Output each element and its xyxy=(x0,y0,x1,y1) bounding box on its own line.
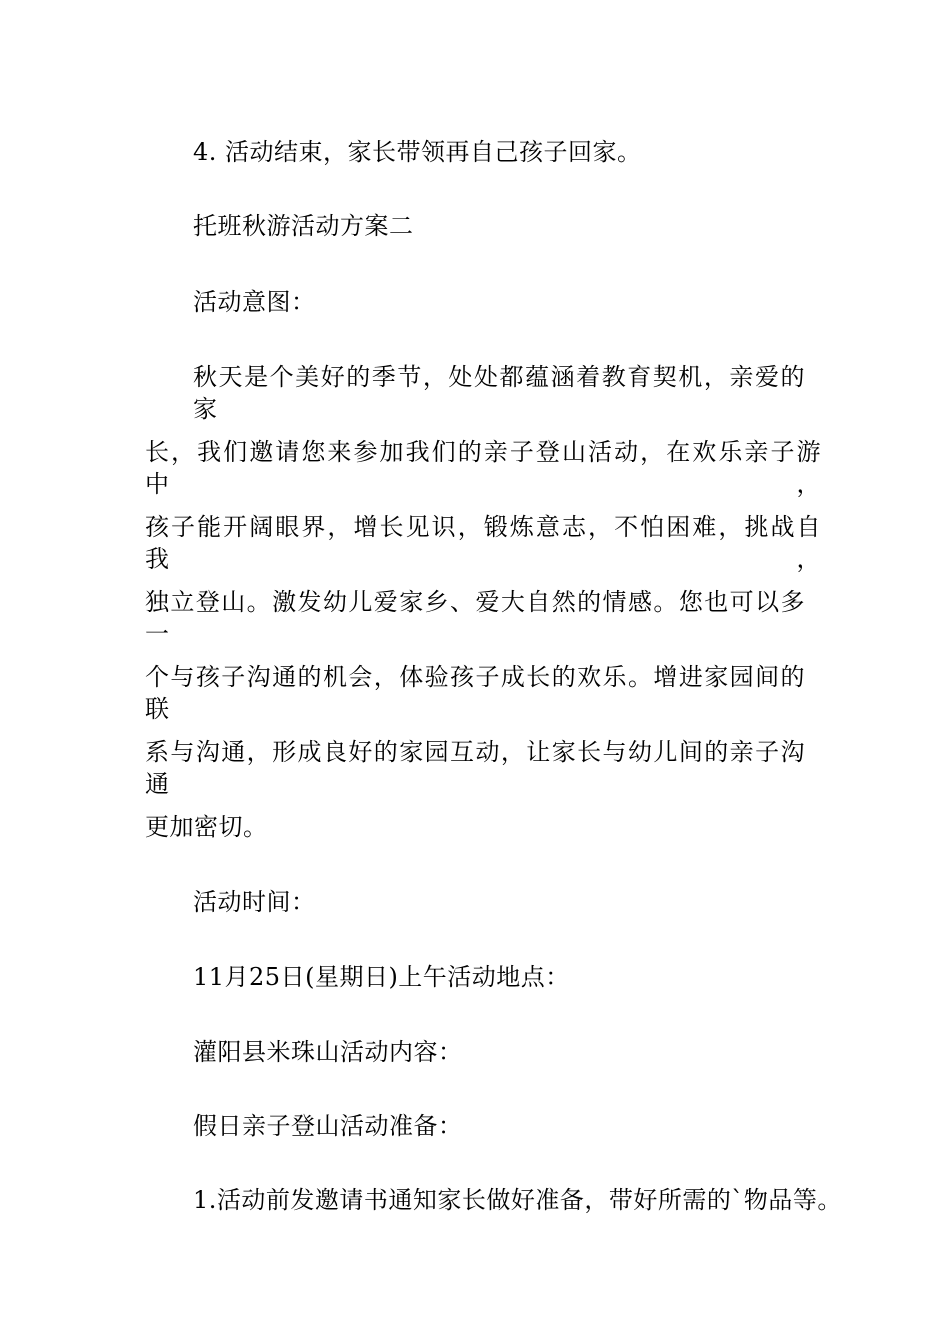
location-content-text: 灌阳县米珠山活动内容： xyxy=(193,1038,463,1066)
preparation-item-1: 1.活动前发邀请书通知家长做好准备，带好所需的`物品等。 xyxy=(193,1186,842,1214)
paragraph-line-1: 秋天是个美好的季节，处处都蕴涵着教育契机，亲爱的家 xyxy=(193,363,805,423)
heading-time: 活动时间： xyxy=(193,888,316,916)
paragraph-line-2: 长，我们邀请您来参加我们的亲子登山活动，在欢乐亲子游中， xyxy=(145,438,821,498)
preparation-heading: 假日亲子登山活动准备： xyxy=(193,1112,463,1140)
section-title: 托班秋游活动方案二 xyxy=(193,212,414,240)
paragraph-line-3: 孩子能开阔眼界，增长见识，锻炼意志，不怕困难，挑战自我， xyxy=(145,513,821,573)
paragraph-line-5: 个与孩子沟通的机会，体验孩子成长的欢乐。增进家园间的联 xyxy=(145,663,805,723)
heading-intent: 活动意图： xyxy=(193,288,316,316)
step-4-text: 4. 活动结束，家长带领再自己孩子回家。 xyxy=(193,138,642,166)
paragraph-line-4: 独立登山。激发幼儿爱家乡、爱大自然的情感。您也可以多一 xyxy=(145,588,805,648)
paragraph-line-7: 更加密切。 xyxy=(145,813,268,841)
time-location-text: 11月25日(星期日)上午活动地点： xyxy=(193,963,570,991)
paragraph-line-6: 系与沟通，形成良好的家园互动，让家长与幼儿间的亲子沟通 xyxy=(145,738,805,798)
